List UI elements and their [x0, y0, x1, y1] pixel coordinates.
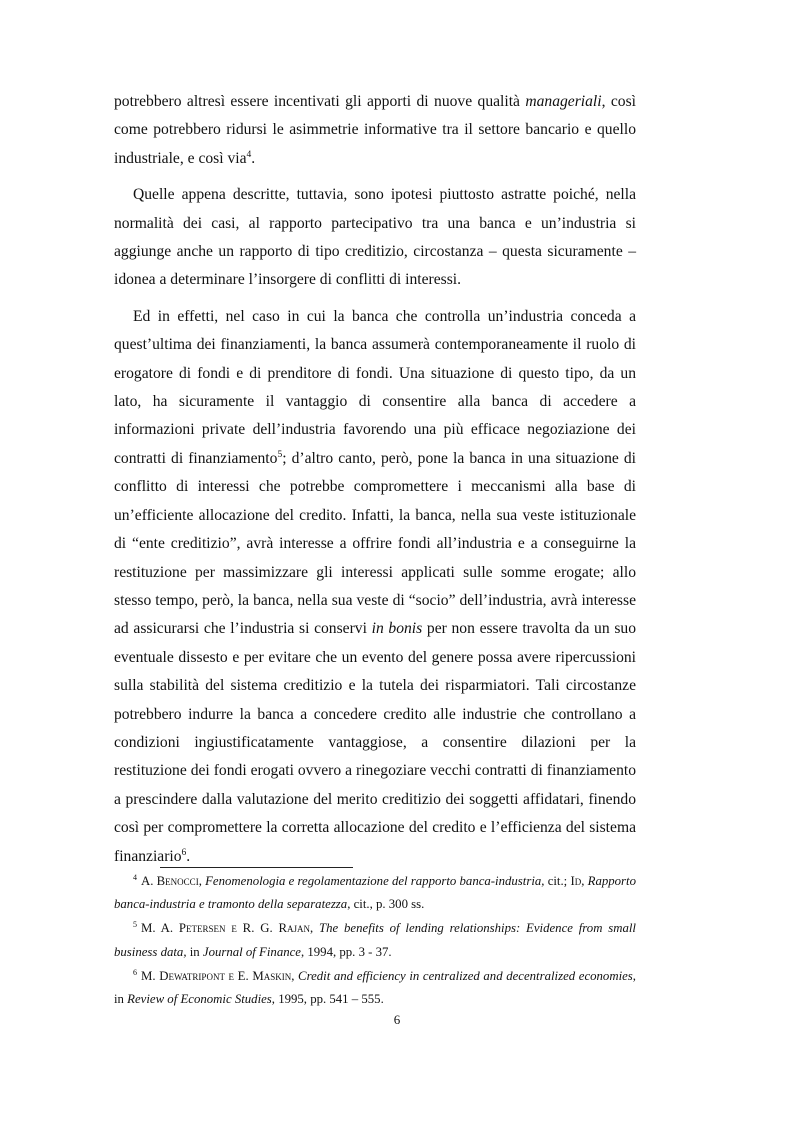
footnote-number: 4	[133, 873, 137, 882]
footnote-title: Rapporto banca-industria e tramonto della separatezza	[114, 874, 636, 912]
paragraph-2: Quelle appena descritte, tuttavia, sono ipotesi piuttosto astratte poiché, nella normalità dei casi, al rapporto partecipativo tra una banca e un’industria si aggiunge anche un rapporto di tipo creditizio, circostanza – questa sicuramente – idonea a determinare l’insorgere di conflitti di interessi.	[114, 186, 636, 289]
paragraph-1: potrebbero altresì essere incentivati gli apporti di nuove qualità manageriali, così come potrebbero ridursi le asimmetrie informative tra il settore bancario e quello industriale, e così via$^4$.	[114, 93, 636, 167]
emphasis: manageriali	[525, 93, 602, 110]
footnote-5: $^5$ M. A. Petersen e R. G. Rajan, The benefits of lending relationships: Evidence from small business data, in Journal of Finance, 1994, pp. 3 - 37.	[114, 920, 636, 959]
footnote-author: M. Dewatripont e E. Maskin	[141, 968, 292, 983]
footnote-ref[interactable]: 6	[181, 847, 187, 858]
footnote-separator	[160, 867, 353, 868]
footnote-journal: Review of Economic Studies	[127, 992, 272, 1007]
footnote-journal: Journal of Finance	[202, 944, 301, 959]
paragraph-3: Ed in effetti, nel caso in cui la banca che controlla un’industria conceda a quest’ultima dei finanziamenti, la banca assumerà contemporaneamente il ruolo di erogatore di fondi e di prenditore di fondi. Una situazione di questo tipo, da un lato, ha sicuramente il vantaggio di consentire alla banca di accedere a informazioni private dell’industria favorendo una più efficace negoziazione dei contratti di finanziamento$^5$; d’altro canto, però, pone la banca in una situazione di conflitto di interessi che potrebbe compromettere i meccanismi alla base di un’efficiente allocazione del credito. Infatti, la banca, nella sua veste istituzionale di “ente creditizio”, avrà interesse a offrire fondi all’industria e a conseguirne la restituzione per massimizzare gli interessi applicati sulle somme erogate; allo stesso tempo, però, la banca, nella sua veste di “socio” dell’industria, avrà interesse ad assicurarsi che l’industria si conservi in bonis per non essere travolta da un suo eventuale dissesto e per evitare che un evento del genere possa avere ripercussioni sulla stabilità del sistema creditizio e la tutela dei risparmiatori. Tali circostanze potrebbero indurre la banca a concedere credito alle industrie che controllano a condizioni ingiustificatamente vantaggiose, a consentire dilazioni per la restituzione dei fondi erogati ovvero a rinegoziare vecchi contratti di finanziamento a prescindere dalla valutazione del merito creditizio dei soggetti affidatari, finendo così per compromettere la corretta allocazione del credito e l’efficienza del sistema finanziario$^6$.	[114, 307, 637, 865]
footnote-title: The benefits of lending relationships: Evidence from small business data,	[114, 921, 636, 959]
footnote-title: Fenomenologia e regolamentazione del rapporto banca-industria,	[205, 874, 545, 888]
footnote-ibid: Id	[570, 874, 582, 888]
emphasis: in bonis	[371, 620, 423, 638]
page-number: 6	[393, 1012, 401, 1027]
footnote-number: 6	[133, 967, 137, 977]
footnote-6: $^6$ M. Dewatripont e E. Maskin, Credit and efficiency in centralized and decentralized economies, in Review of Economic Studies, 1995, pp. 541 – 555.	[114, 967, 636, 1007]
footnotes	[114, 870, 636, 1012]
footnote-author: A. Benocci	[141, 874, 199, 888]
footnote-title: Credit and efficiency in centralized and decentralized economies	[298, 968, 633, 983]
footnote-number: 5	[133, 920, 137, 930]
footnote-4: $^4$ A. Benocci, Fenomenologia e regolamentazione del rapporto banca-industria, cit.; Id, Rapporto banca-industria e tramonto della separatezza, cit., p. 300 ss.	[114, 873, 636, 912]
footnote-author: M. A. Petersen e R. G. Rajan	[141, 921, 311, 936]
footnote-ref[interactable]: 4	[246, 149, 252, 160]
page-body	[114, 88, 636, 871]
footnote-ref[interactable]: 5	[277, 449, 283, 460]
